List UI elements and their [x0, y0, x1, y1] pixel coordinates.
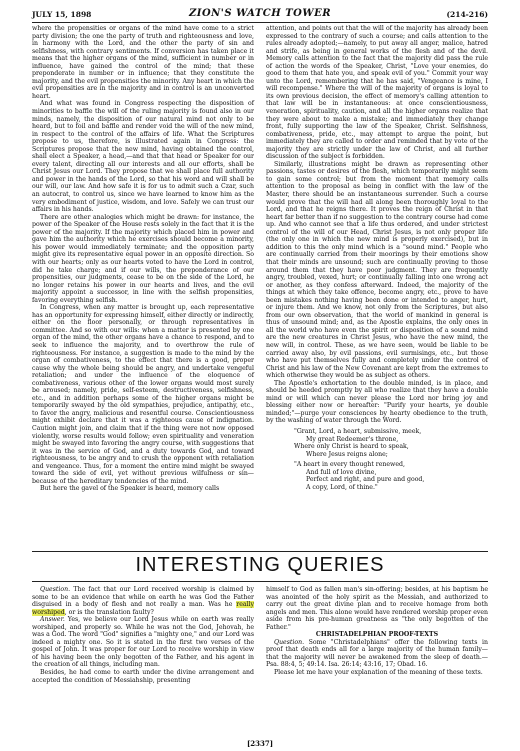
question-paragraph: [32, 586, 254, 616]
highlighted-text: really worshiped: [32, 601, 254, 616]
hymn-line: "Grant, Lord, a heart, submissive, meek,: [294, 427, 422, 435]
paragraph: Similarly, illustrations might be drawn as representing other passions, tastes or desires of the flesh, which temporarily might seem to gain some control; but from the moment that memory calls attention to the proposal as being in conflict with the law of the Master, there should be an instantaneous surrender. Such a course would prove that the will had all along been thoroughly loyal to the Lord, and that he reigns there. It proves the reign of Christ in that heart far better than if no suggestion to the contrary course had come up. And who cannot see that a life thus ordered, and under strictest control of the will of our Head, Christ Jesus, is not only proper life (the only one in which the new mind is properly exercised), but in addition to this the only mind which is a "sound mind." People who are continually carried from their moorings by their emotions show that their minds are unsound; such are continually proving to those around them that they have poor judgment. They are frequently angry, troubled, vexed, hurt; or continually falling into one wrong act or another, as they confess afterward. Indeed, the majority of the things at which they take offence, become angry, etc., prove to have been mistakes nothing having been done or intended to anger, hurt, or injure them. And we know, not only from the Scriptures, but also from our own observation, that the world of mankind in general is thus of unsound mind; and, as the Apostle explains, the only ones in all the world who have even the spirit or disposition of a sound mind are the new creatures in Christ Jesus, who have the new mind, the new will, in control. These, as we have seen, would be liable to be carried away also, by evil passions, evil surmisings, etc., but those who have put themselves fully and completely under the control of Christ and his law of the New Covenant are kept from the extremes to which otherwise they would be as subject as others.: [266, 160, 488, 380]
question-paragraph: [266, 639, 488, 669]
question-text: Some "Christadelphians" offer the following texts in proof that death ends all for a large majority of the human family—that the majority will never be awakened from the sleep of death.—Psa. 88:4, 5; 49:14. Isa. 26:14; 43:16, 17; Obad. 16.: [266, 638, 488, 669]
hymn-line: Perfect and right, and pure and good,: [306, 476, 425, 484]
answer-label: Answer.: [40, 616, 65, 624]
running-header: [32, 6, 488, 23]
paragraph: The Apostle's exhortation to the double minded, is in place, and should be heeded promptly by all who realize that they have a double mind or will which can never please the Lord nor bring joy and blessing either now or hereafter: "Purify your hearts, ye double minded;"—purge your consciences by hearty obedience to the truth, by the washing of water through the Word.: [266, 379, 488, 425]
article-column-left: [32, 25, 254, 493]
hymn-line: And full of love divine,: [306, 468, 377, 476]
paragraph: Please let me have your explanation of the meaning of these texts.: [274, 669, 483, 677]
answer-text: Yes, we believe our Lord Jesus while on earth was really worshiped, and properly so. While he was not the God, Jehovah, he was a God. The word "God" signifies a "mighty one," and our Lord was indeed a mighty one. So it is stated in the first two verses of the gospel of John. It was proper for our Lord to receive worship in view of his having been the only begotten of the Father, and his agent in the creation of all things, including man.: [32, 616, 254, 669]
hymn-line: "A heart in every thought renewed,: [294, 461, 405, 469]
question-label: Question.: [40, 586, 71, 593]
paragraph: And what was found in Congress respecting the disposition of minorities to baffle the will of the ruling majority is found also in our minds, namely, the disposition of our natural mind not only to be heard, but to foil and baffle and render void the will of the new mind, in respect to the control of the affairs of life. What the Scriptures propose to us, therefore, is illustrated again in Congress: the Scriptures propose that the new mind, having obtained the control, shall elect a Speaker, a head,—and that that head or Speaker for our every talent, directing all our interests and all our efforts, shall be Christ Jesus our Lord. They propose that we shall place full authority and power in the hands of the Lord, so that his word and will shall be our will, our law. And how safe it is for us to admit such a Czar, such an autocrat, to control us, since we have learned to know him as the very embodiment of justice, wisdom, and love. Safely we can trust our affairs in his hands.: [32, 100, 254, 214]
question-label: Question.: [274, 638, 305, 646]
publication-title: ZION'S WATCH TOWER: [188, 8, 332, 19]
answer-paragraph: [32, 616, 254, 669]
paragraph: But here the gavel of the Speaker is heard, memory calls: [40, 485, 220, 493]
paragraph: Besides, he had come to earth under the divine arrangement and accepted the condition of Messiahship, presenting: [32, 669, 254, 684]
section-divider-bottom: [32, 581, 488, 582]
queries-column-left: [32, 586, 254, 684]
header-date: JULY 15, 1898: [32, 10, 92, 19]
page-number: [2337]: [246, 739, 274, 748]
subheading: CHRISTADELPHIAN PROOF-TEXTS: [315, 631, 439, 639]
hymn-line: Where Jesus reigns alone;: [306, 450, 388, 458]
section-title: INTERESTING QUERIES: [135, 554, 385, 576]
section-divider-top: [32, 551, 488, 552]
paragraph: where the propensities or organs of the mind have come to a strict party division; the one the party of truth and righteousness and love, in harmony with the Lord, and the other the party of sin and selfishness, with contrary sentiments. If conversion has taken place it means that the higher organs of the mind, sufficient in number or in influence, have gained the control of the mind; that these preponderate in number or in influence; that they constitute the majority, and the evil propensities the minority. Any heart in which the evil propensities are in the majority and in control is an unconverted heart.: [32, 25, 254, 100]
queries-column-right: [266, 586, 488, 677]
hymn-line: Where only Christ is heard to speak,: [294, 443, 409, 451]
question-text-b: , or is the translation faulty?: [64, 608, 154, 616]
paragraph: himself to God as fallen man's sin-offering; besides, at his baptism he was anointed of the holy spirit as the Messiah, and authorized to carry out the great divine plan and to receive homage from both angels and men. This alone would have rendered worship proper even aside from his pre-human greatness as "the only begotten of the Father.": [266, 586, 488, 631]
hymn-stanza: [266, 428, 488, 458]
paragraph: In Congress, when any matter is brought up, each representative has an opportunity for expressing himself, either directly or indirectly, either on the floor personally, or through representatives in committee. And so with our wills: when a matter is presented by one organ of the mind, the other organs have a chance to respond, and to seek to influence the majority, and to overthrow the rule of righteousness. For instance, a suggestion is made to the mind by the organ of combativeness, to the effect that there is a good, proper cause why the whole being should be angry, and undertake vengeful retaliation; and under the influence of the eloquence of combativeness, various other of the lower organs would most surely be aroused; namely, pride, self-esteem, destructiveness, selfishness, etc., and in addition perhaps some of the higher organs might be temporarily swayed by the old sympathies, prejudice, antipathy, etc., to favor the angry, malicious and resentful course. Conscientiousness might exhibit declare that it was a righteous cause of indignation. Caution might join, and claim that if the thing were not now opposed violently, worse results would follow; even spirituality and veneration might be swayed into favoring the angry course, with suggestions that it was in the service of God, and a duty towards God, and toward righteousness, to be angry and to crush the opponent with retaliation and vengeance. Thus, for a moment the entire mind might be swayed toward the side of evil, yet without previous wilfulness or sin—because of the hereditary tendencies of the mind.: [32, 304, 254, 485]
hymn-line: A copy, Lord, of thine.": [306, 483, 378, 491]
paragraph: attention, and points out that the will of the majority has already been expressed to the contrary of such a course; and calls attention to the rules already adopted;—namely, to put away all anger, malice, hatred and strife, as being in general works of the flesh and of the devil. Memory calls attention to the fact that the majority did pass the rule of action the words of the Speaker, Christ, "Love your enemies, do good to them that hate you, and speak evil of you." Commit your way unto the Lord, remembering that he has said, "Vengeance is mine, I will recompense." Where the will of the majority of organs is loyal to its own previous decision, the effect of memory's calling attention to that law will be in instantaneous: at once conscientiousness, veneration, spirituality, caution, and all the higher organs realize that they were about to make a mistake; and immediately they change front, fully supporting the law of the Speaker, Christ. Selfishness, combativeness, pride, etc., may attempt to argue the point, but immediately they are called to order and reminded that by vote of the majority they are strictly under the law of Christ, and all further discussion of the subject is forbidden.: [266, 25, 488, 161]
paragraph: There are other analogies which might be drawn: for instance, the power of the Speaker of the House rests solely in the fact that it is the power of the majority. If the majority which placed him in power and gave him the authority which he exercises should become a minority, his power would immediately terminate; and the opposition party might give its representative equal power in an opposite direction. So with our hearts; only as our hearts voted to have the Lord in control, did he take charge; and if our wills, the preponderance of our propensities, our judgments, cease to be on the side of the Lord, he no longer retains his power in our hearts and lives, and the evil majority appoint a successor, in line with the selfish propensities, favoring everything selfish.: [32, 213, 254, 304]
hymn-line: My great Redeemer's throne,: [306, 435, 399, 443]
article-column-right: [266, 25, 488, 491]
question-text-a: The fact that our Lord received worship is claimed by some to be an evidence that while on earth he was God the Father disguised in a body of flesh and not really a man. Was he: [32, 586, 255, 609]
header-page-range: (214-216): [446, 10, 488, 19]
hymn-stanza: [266, 461, 488, 491]
